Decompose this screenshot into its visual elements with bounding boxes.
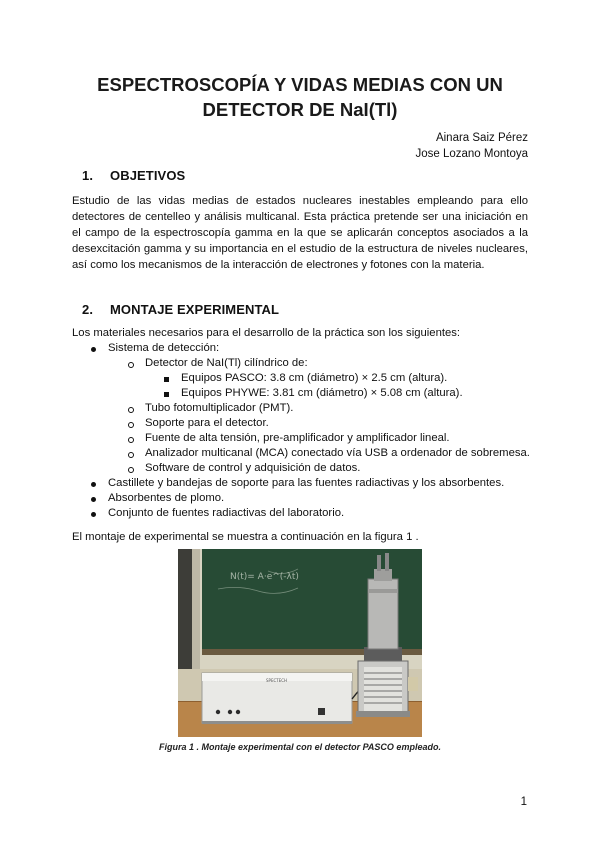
list-item-phywe: Equipos PHYWE: 3.81 cm (diámetro) × 5.08 cm (altura). bbox=[181, 387, 463, 399]
bullet-dot bbox=[91, 347, 96, 352]
list-item-castillete: Castillete y bandejas de soporte para las fuentes radiactivas y los absorbentes. bbox=[108, 477, 505, 489]
list-item-software: Software de control y adquisición de datos. bbox=[145, 462, 361, 474]
bullet-dot bbox=[91, 482, 96, 487]
figure-intro: El montaje de experimental se muestra a continuación en la figura 1 . bbox=[72, 531, 419, 543]
list-item-conjunto: Conjunto de fuentes radiactivas del laboratorio. bbox=[108, 507, 345, 519]
section-heading-objetivos bbox=[82, 168, 185, 183]
device-label: SPECTECH bbox=[266, 678, 288, 683]
bullet-dot bbox=[91, 512, 96, 517]
board-formula: N(t)= A·e^(-λt) bbox=[230, 572, 299, 582]
section-number: 2. bbox=[82, 302, 94, 317]
figure-caption: Figura 1 . Montaje experimental con el detector PASCO empleado. bbox=[159, 742, 441, 752]
bullet-circle bbox=[128, 407, 134, 413]
list-item-fuente: Fuente de alta tensión, pre-amplificador y amplificador lineal. bbox=[145, 432, 450, 444]
paper-title bbox=[60, 72, 540, 122]
bullet-circle bbox=[128, 437, 134, 443]
list-item-analizador: Analizador multicanal (MCA) conectado vía USB a ordenador de sobremesa. bbox=[145, 447, 530, 459]
montaje-intro: Los materiales necesarios para el desarrollo de la práctica son los siguientes: bbox=[72, 327, 461, 339]
list-item-detector: Detector de NaI(Tl) cilíndrico de: bbox=[145, 357, 308, 369]
section-number: 1. bbox=[82, 168, 94, 183]
bullet-square bbox=[164, 377, 169, 382]
list-item-absorbentes: Absorbentes de plomo. bbox=[108, 492, 225, 504]
section-heading-montaje bbox=[82, 302, 279, 317]
objetivos-paragraph: Estudio de las vidas medias de estados nucleares inestables empleando para ello detectores de centelleo y análisis multicanal. Esta práctica pretende ser una iniciación en el campo de la espectroscopía gamma en la que se aplicarán conceptos asociados a la desexcitación gamma y su importancia en el estudio de la estructura de niveles nucleares, así como los mecanismos de la interacción de electrones y fotones con la materia. bbox=[72, 195, 528, 271]
bullet-circle bbox=[128, 467, 134, 473]
list-item-soporte: Soporte para el detector. bbox=[145, 417, 269, 429]
author-1: Ainara Saiz Pérez bbox=[435, 132, 528, 144]
author-list bbox=[415, 130, 528, 162]
page-number: 1 bbox=[520, 796, 527, 808]
list-item-pasco: Equipos PASCO: 3.8 cm (diámetro) × 2.5 cm (altura). bbox=[181, 372, 448, 384]
bullet-circle bbox=[128, 362, 134, 368]
figure-1-photo bbox=[178, 549, 422, 737]
section-title: OBJETIVOS bbox=[110, 168, 186, 183]
bullet-circle bbox=[128, 422, 134, 428]
bullet-dot bbox=[91, 497, 96, 502]
list-item-tubo: Tubo fotomultiplicador (PMT). bbox=[145, 402, 294, 414]
title-line-1: ESPECTROSCOPÍA Y VIDAS MEDIAS CON UN bbox=[97, 74, 503, 95]
section-title: MONTAJE EXPERIMENTAL bbox=[110, 302, 280, 317]
author-2: Jose Lozano Montoya bbox=[415, 148, 528, 160]
setup-photo-illustration bbox=[178, 549, 422, 737]
bullet-square bbox=[164, 392, 169, 397]
list-item-sistema: Sistema de detección: bbox=[108, 342, 220, 354]
title-line-2: DETECTOR DE NaI(Tl) bbox=[202, 99, 398, 120]
bullet-circle bbox=[128, 452, 134, 458]
